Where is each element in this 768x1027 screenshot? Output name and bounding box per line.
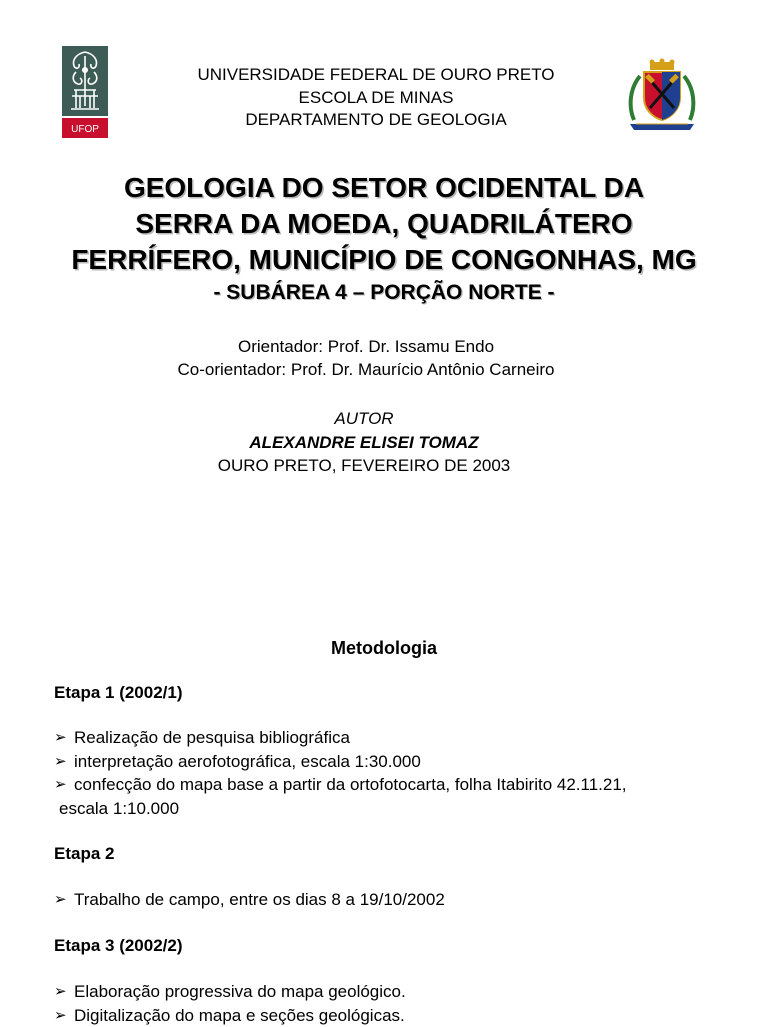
author-name: ALEXANDRE ELISEI TOMAZ <box>0 431 728 455</box>
list-item-text: Trabalho de campo, entre os dias 8 a 19/10/2002 <box>74 890 445 909</box>
arrow-bullet-icon: ➢ <box>54 773 67 797</box>
etapa-1-heading: Etapa 1 (2002/1) <box>54 682 183 704</box>
methodology-title: Metodologia <box>0 636 768 660</box>
escola-de-minas-crest <box>626 58 698 134</box>
title-line-1: GEOLOGIA DO SETOR OCIDENTAL DA <box>0 170 768 206</box>
title-line-2: SERRA DA MOEDA, QUADRILÁTERO <box>0 206 768 242</box>
institution-header <box>120 64 632 132</box>
author-block <box>0 407 728 478</box>
list-item-text: interpretação aerofotográfica, escala 1:30.000 <box>74 752 421 771</box>
list-item <box>54 726 734 750</box>
etapa-3-heading: Etapa 3 (2002/2) <box>54 935 183 957</box>
ufop-emblem-icon <box>62 46 108 138</box>
ufop-logo <box>62 46 108 138</box>
arrow-bullet-icon: ➢ <box>54 1004 67 1027</box>
advisors-block <box>0 335 732 381</box>
list-item <box>54 888 734 912</box>
title-line-3: FERRÍFERO, MUNICÍPIO DE CONGONHAS, MG <box>0 242 768 278</box>
crest-icon <box>626 58 698 134</box>
list-item-continuation: escala 1:10.000 <box>59 797 734 821</box>
coorientador: Co-orientador: Prof. Dr. Maurício Antônio Carneiro <box>0 358 732 381</box>
department-name: DEPARTAMENTO DE GEOLOGIA <box>120 109 632 132</box>
school-name: ESCOLA DE MINAS <box>120 87 632 110</box>
place-date: OURO PRETO, FEVEREIRO DE 2003 <box>0 454 728 478</box>
list-item <box>54 980 734 1004</box>
list-item <box>54 773 734 820</box>
arrow-bullet-icon: ➢ <box>54 726 67 750</box>
arrow-bullet-icon: ➢ <box>54 888 67 912</box>
arrow-bullet-icon: ➢ <box>54 750 67 774</box>
list-item-text: confecção do mapa base a partir da ortofotocarta, folha Itabirito 42.11.21, <box>74 775 627 794</box>
orientador: Orientador: Prof. Dr. Issamu Endo <box>0 335 732 358</box>
arrow-bullet-icon: ➢ <box>54 980 67 1004</box>
list-item <box>54 1004 734 1027</box>
list-item <box>54 750 734 774</box>
document-title <box>0 170 768 278</box>
list-item-text: Elaboração progressiva do mapa geológico. <box>74 982 406 1001</box>
author-label: AUTOR <box>0 407 728 431</box>
etapa-2-heading: Etapa 2 <box>54 843 114 865</box>
list-item-text: Realização de pesquisa bibliográfica <box>74 728 350 747</box>
university-name: UNIVERSIDADE FEDERAL DE OURO PRETO <box>120 64 632 87</box>
etapa-2-list <box>54 888 734 912</box>
ufop-caption: UFOP <box>71 124 99 135</box>
etapa-3-list <box>54 980 734 1027</box>
etapa-1-list <box>54 726 734 820</box>
document-subtitle: - SUBÁREA 4 – PORÇÃO NORTE - <box>0 279 768 307</box>
list-item-text: Digitalização do mapa e seções geológicas. <box>74 1006 405 1025</box>
